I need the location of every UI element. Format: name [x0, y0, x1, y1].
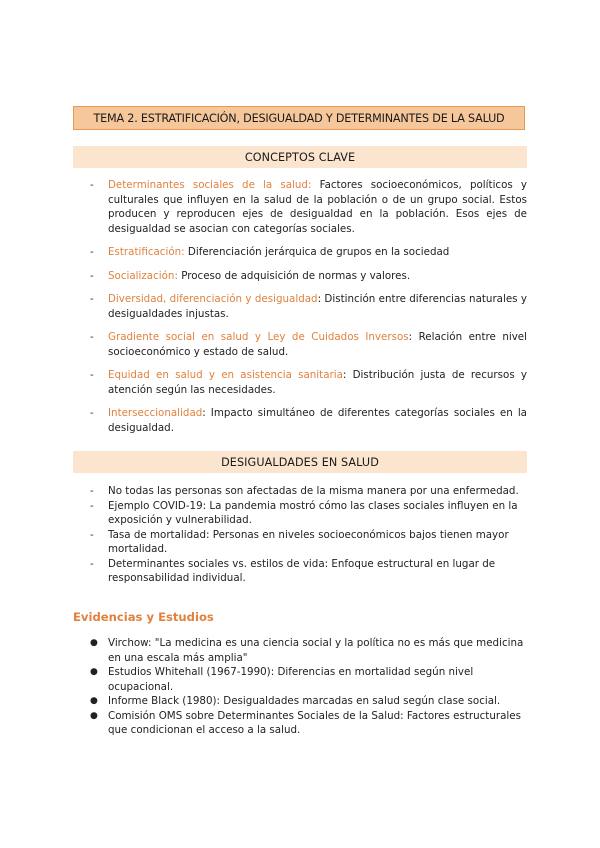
list-item	[0, 665, 600, 694]
section-heading-desigualdades: DESIGUALDADES EN SALUD	[73, 451, 527, 473]
list-item	[0, 178, 600, 236]
list-item-text: Estudios Whitehall (1967-1990): Diferencias en mortalidad según nivel ocupacional.	[108, 666, 474, 693]
dot-bullet: ●	[90, 638, 98, 648]
concept-definition: : Impacto simultáneo de diferentes categorías sociales en la desigualdad.	[108, 407, 527, 434]
concept-definition: : Relación entre nivel socioeconómico y estado de salud.	[108, 331, 527, 358]
list-item	[0, 636, 600, 665]
list-item	[0, 368, 600, 397]
conceptos-list	[0, 178, 600, 435]
list-item	[0, 528, 600, 557]
list-item-text: Comisión OMS sobre Determinantes Sociales de la Salud: Factores estructurales que condicionan el acceso a la salud.	[108, 709, 521, 736]
evidencias-list	[0, 636, 600, 738]
list-item	[0, 484, 600, 499]
dash-bullet: -	[90, 407, 94, 419]
concept-term: Diversidad, diferenciación y desigualdad	[108, 293, 318, 305]
concept-definition: Factores socioeconómicos, políticos y culturales que influyen en la salud de la población o de un grupo social. Estos producen y reproducen ejes de desigualdad en la población. Esos ejes de desigualdad se asocian con categorías sociales.	[108, 179, 527, 235]
concept-term: Estratificación:	[108, 246, 185, 258]
concept-definition: Proceso de adquisición de normas y valores.	[177, 269, 411, 282]
dash-bullet: -	[90, 331, 94, 343]
dot-bullet: ●	[90, 710, 98, 721]
list-item	[0, 330, 600, 359]
concept-term: Socialización:	[108, 269, 178, 282]
concept-term: Equidad en salud y en asistencia sanitaria	[108, 369, 343, 381]
list-item	[0, 557, 600, 586]
dot-bullet: ●	[90, 696, 98, 706]
dash-bullet: -	[90, 246, 94, 258]
document-title: TEMA 2. ESTRATIFICACIÓN, DESIGUALDAD Y DETERMINANTES DE LA SALUD	[73, 106, 525, 130]
section-heading-conceptos: CONCEPTOS CLAVE	[73, 146, 527, 168]
list-item	[0, 245, 600, 260]
concept-term: Gradiente social en salud y Ley de Cuidados Inversos	[108, 331, 409, 343]
concept-term: Determinantes sociales de la salud:	[108, 179, 312, 191]
dash-bullet: -	[90, 499, 94, 512]
dash-bullet: -	[90, 369, 94, 381]
dot-bullet: ●	[90, 667, 98, 677]
concept-definition: : Distribución justa de recursos y atención según las necesidades.	[108, 369, 527, 396]
dash-bullet: -	[90, 269, 94, 282]
dash-bullet: -	[90, 485, 94, 497]
list-item	[0, 292, 600, 321]
list-item	[0, 694, 600, 709]
dash-bullet: -	[90, 179, 94, 191]
dash-bullet: -	[90, 528, 94, 541]
list-item	[0, 269, 600, 284]
desigualdades-list	[0, 484, 600, 586]
list-item	[0, 406, 600, 435]
concept-definition: : Distinción entre diferencias naturales y desigualdades injustas.	[108, 293, 527, 320]
list-item-text: Ejemplo COVID-19: La pandemia mostró cómo las clases sociales influyen en la exposición y vulnerabilidad.	[108, 499, 518, 526]
list-item-text: Virchow: "La medicina es una ciencia social y la política no es más que medicina en una escala más amplia"	[108, 637, 524, 664]
list-item	[0, 709, 600, 738]
list-item-text: Determinantes sociales vs. estilos de vida: Enfoque estructural en lugar de responsabilidad individual.	[108, 557, 496, 584]
subheading-evidencias: Evidencias y Estudios	[73, 610, 214, 624]
dash-bullet: -	[90, 293, 94, 305]
concept-term: Interseccionalidad	[108, 407, 203, 419]
concept-definition: Diferenciación jerárquica de grupos en la sociedad	[184, 246, 450, 258]
list-item-text: Informe Black (1980): Desigualdades marcadas en salud según clase social.	[108, 695, 501, 707]
list-item-text: Tasa de mortalidad: Personas en niveles socioeconómicos bajos tienen mayor mortalidad.	[108, 528, 509, 555]
list-item-text: No todas las personas son afectadas de la misma manera por una enfermedad.	[108, 485, 519, 497]
list-item	[0, 499, 600, 528]
dash-bullet: -	[90, 557, 94, 570]
